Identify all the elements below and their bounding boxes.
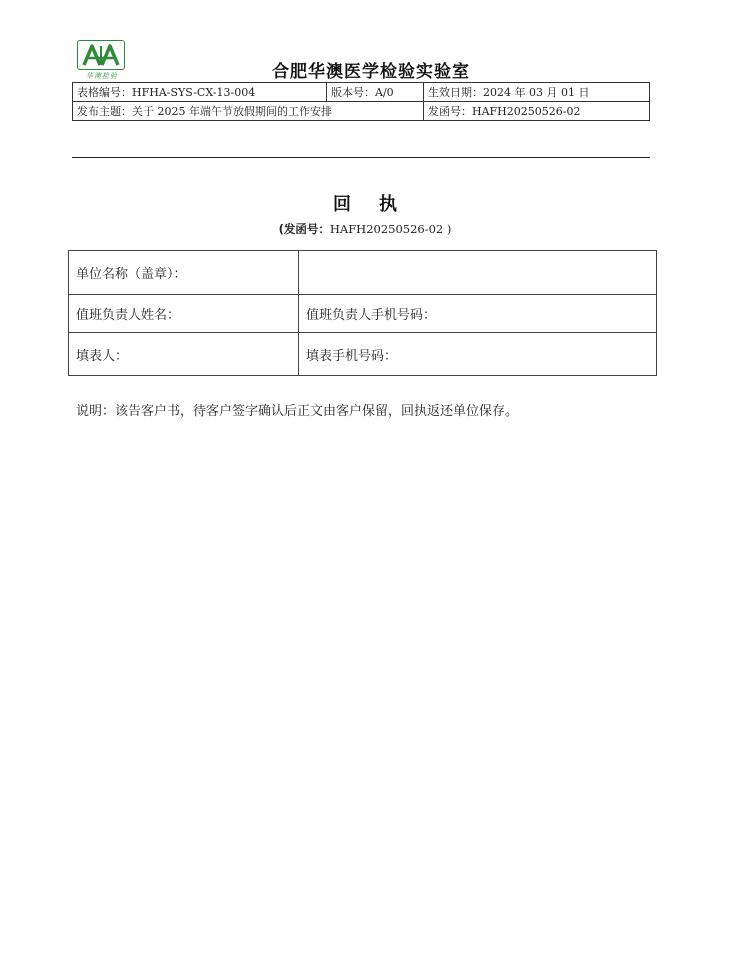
receipt-title-text: 回执 — [333, 194, 425, 215]
reference-label: (发函号： — [278, 222, 330, 236]
duty-person-phone-field[interactable]: 值班负责人手机号码： — [299, 295, 657, 333]
receipt-form-table — [68, 250, 657, 376]
unit-name-label: 单位名称（盖章）： — [69, 251, 299, 295]
instruction-note: 说明：该告客户书，待客户签字确认后正文由客户保留，回执返还单位保存。 — [76, 404, 519, 419]
receipt-title — [0, 190, 730, 216]
huaao-logo-icon — [77, 40, 125, 70]
receipt-reference — [0, 221, 730, 237]
header-divider — [72, 157, 650, 158]
version-cell: 版本号：A/0 — [327, 83, 424, 102]
letter-number-cell: 发函号：HAFH20250526-02 — [424, 102, 650, 121]
filler-phone-field[interactable]: 填表手机号码： — [299, 333, 657, 376]
document-header-table — [72, 82, 650, 121]
effective-date-cell: 生效日期：2024 年 03 月 01 日 — [424, 83, 650, 102]
unit-name-field[interactable] — [299, 251, 657, 295]
logo-caption: 华澳检验 — [86, 72, 118, 80]
subject-cell: 发布主题：关于 2025 年端午节放假期间的工作安排 — [73, 102, 424, 121]
lab-name-title: 合肥华澳医学检验实验室 — [272, 62, 470, 82]
filler-name-field[interactable]: 填表人： — [69, 333, 299, 376]
duty-person-name-field[interactable]: 值班负责人姓名： — [69, 295, 299, 333]
form-number-cell: 表格编号：HFHA-SYS-CX-13-004 — [73, 83, 327, 102]
reference-value: HAFH20250526-02 ) — [329, 222, 452, 236]
company-logo — [77, 40, 127, 80]
